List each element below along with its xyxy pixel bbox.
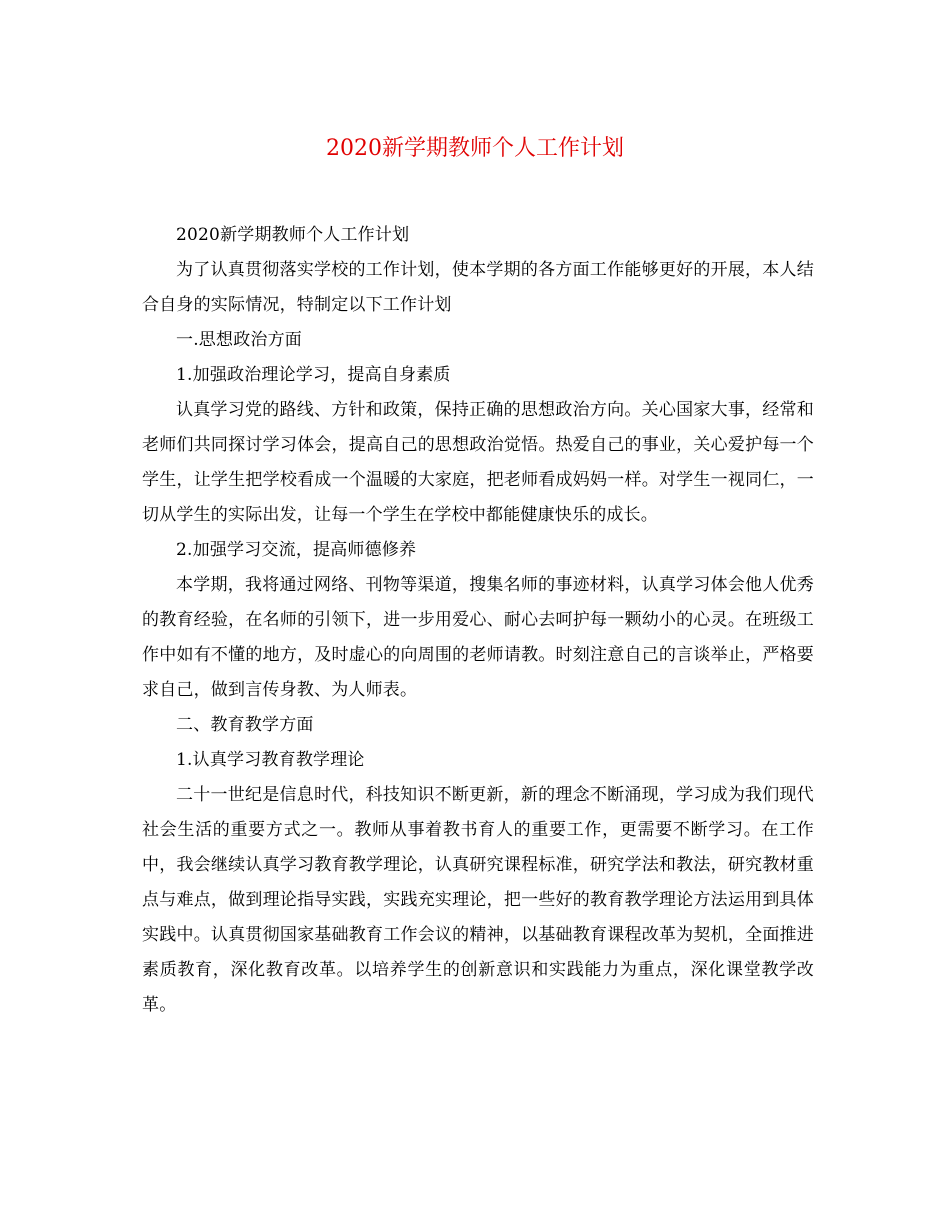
paragraph-teaching-theory: 二十一世纪是信息时代，科技知识不断更新，新的理念不断涌现，学习成为我们现代社会生活的重要方式之一。教师从事着教书育人的重要工作，更需要不断学习。在工作中，我会继续认真学习教育教学理论，认真研究课程标准，研究学法和教法，研究教材重点与难点，做到理论指导实践，实践充实理论，把一些好的教育教学理论方法运用到具体实践中。认真贯彻国家基础教育工作会议的精神，以基础教育课程改革为契机，全面推进素质教育，深化教育改革。以培养学生的创新意识和实践能力为重点，深化课堂教学改革。 <box>142 785 814 1015</box>
subheading-ethics: 2.加强学习交流，提高师德修养 <box>176 540 417 560</box>
intro-paragraph: 为了认真贯彻落实学校的工作计划，使本学期的各方面工作能够更好的开展，本人结合自身的实际情况，特制定以下工作计划 <box>142 260 814 315</box>
paragraph-ethics: 本学期，我将通过网络、刊物等渠道，搜集名师的事迹材料，认真学习体会他人优秀的教育经验，在名师的引领下，进一步用爱心、耐心去呵护每一颗幼小的心灵。在班级工作中如有不懂的地方，及时虚心的向周围的老师请教。时刻注意自己的言谈举止，严格要求自己，做到言传身教、为人师表。 <box>142 575 814 700</box>
paragraph-political-direction: 认真学习党的路线、方针和政策，保持正确的思想政治方向。关心国家大事，经常和老师们共同探讨学习体会，提高自己的思想政治觉悟。热爱自己的事业，关心爱护每一个学生，让学生把学校看成一个温暖的大家庭，把老师看成妈妈一样。对学生一视同仁，一切从学生的实际出发，让每一个学生在学校中都能健康快乐的成长。 <box>142 400 814 525</box>
document-title: 2020新学期教师个人工作计划 <box>326 136 624 161</box>
section-heading-teaching: 二、教育教学方面 <box>176 715 314 735</box>
body-heading: 2020新学期教师个人工作计划 <box>176 225 410 245</box>
document-body <box>142 218 814 1023</box>
subheading-theory-study: 1.加强政治理论学习，提高自身素质 <box>176 365 451 385</box>
subheading-teaching-theory: 1.认真学习教育教学理论 <box>176 750 365 770</box>
section-heading-political: 一.思想政治方面 <box>176 330 303 350</box>
